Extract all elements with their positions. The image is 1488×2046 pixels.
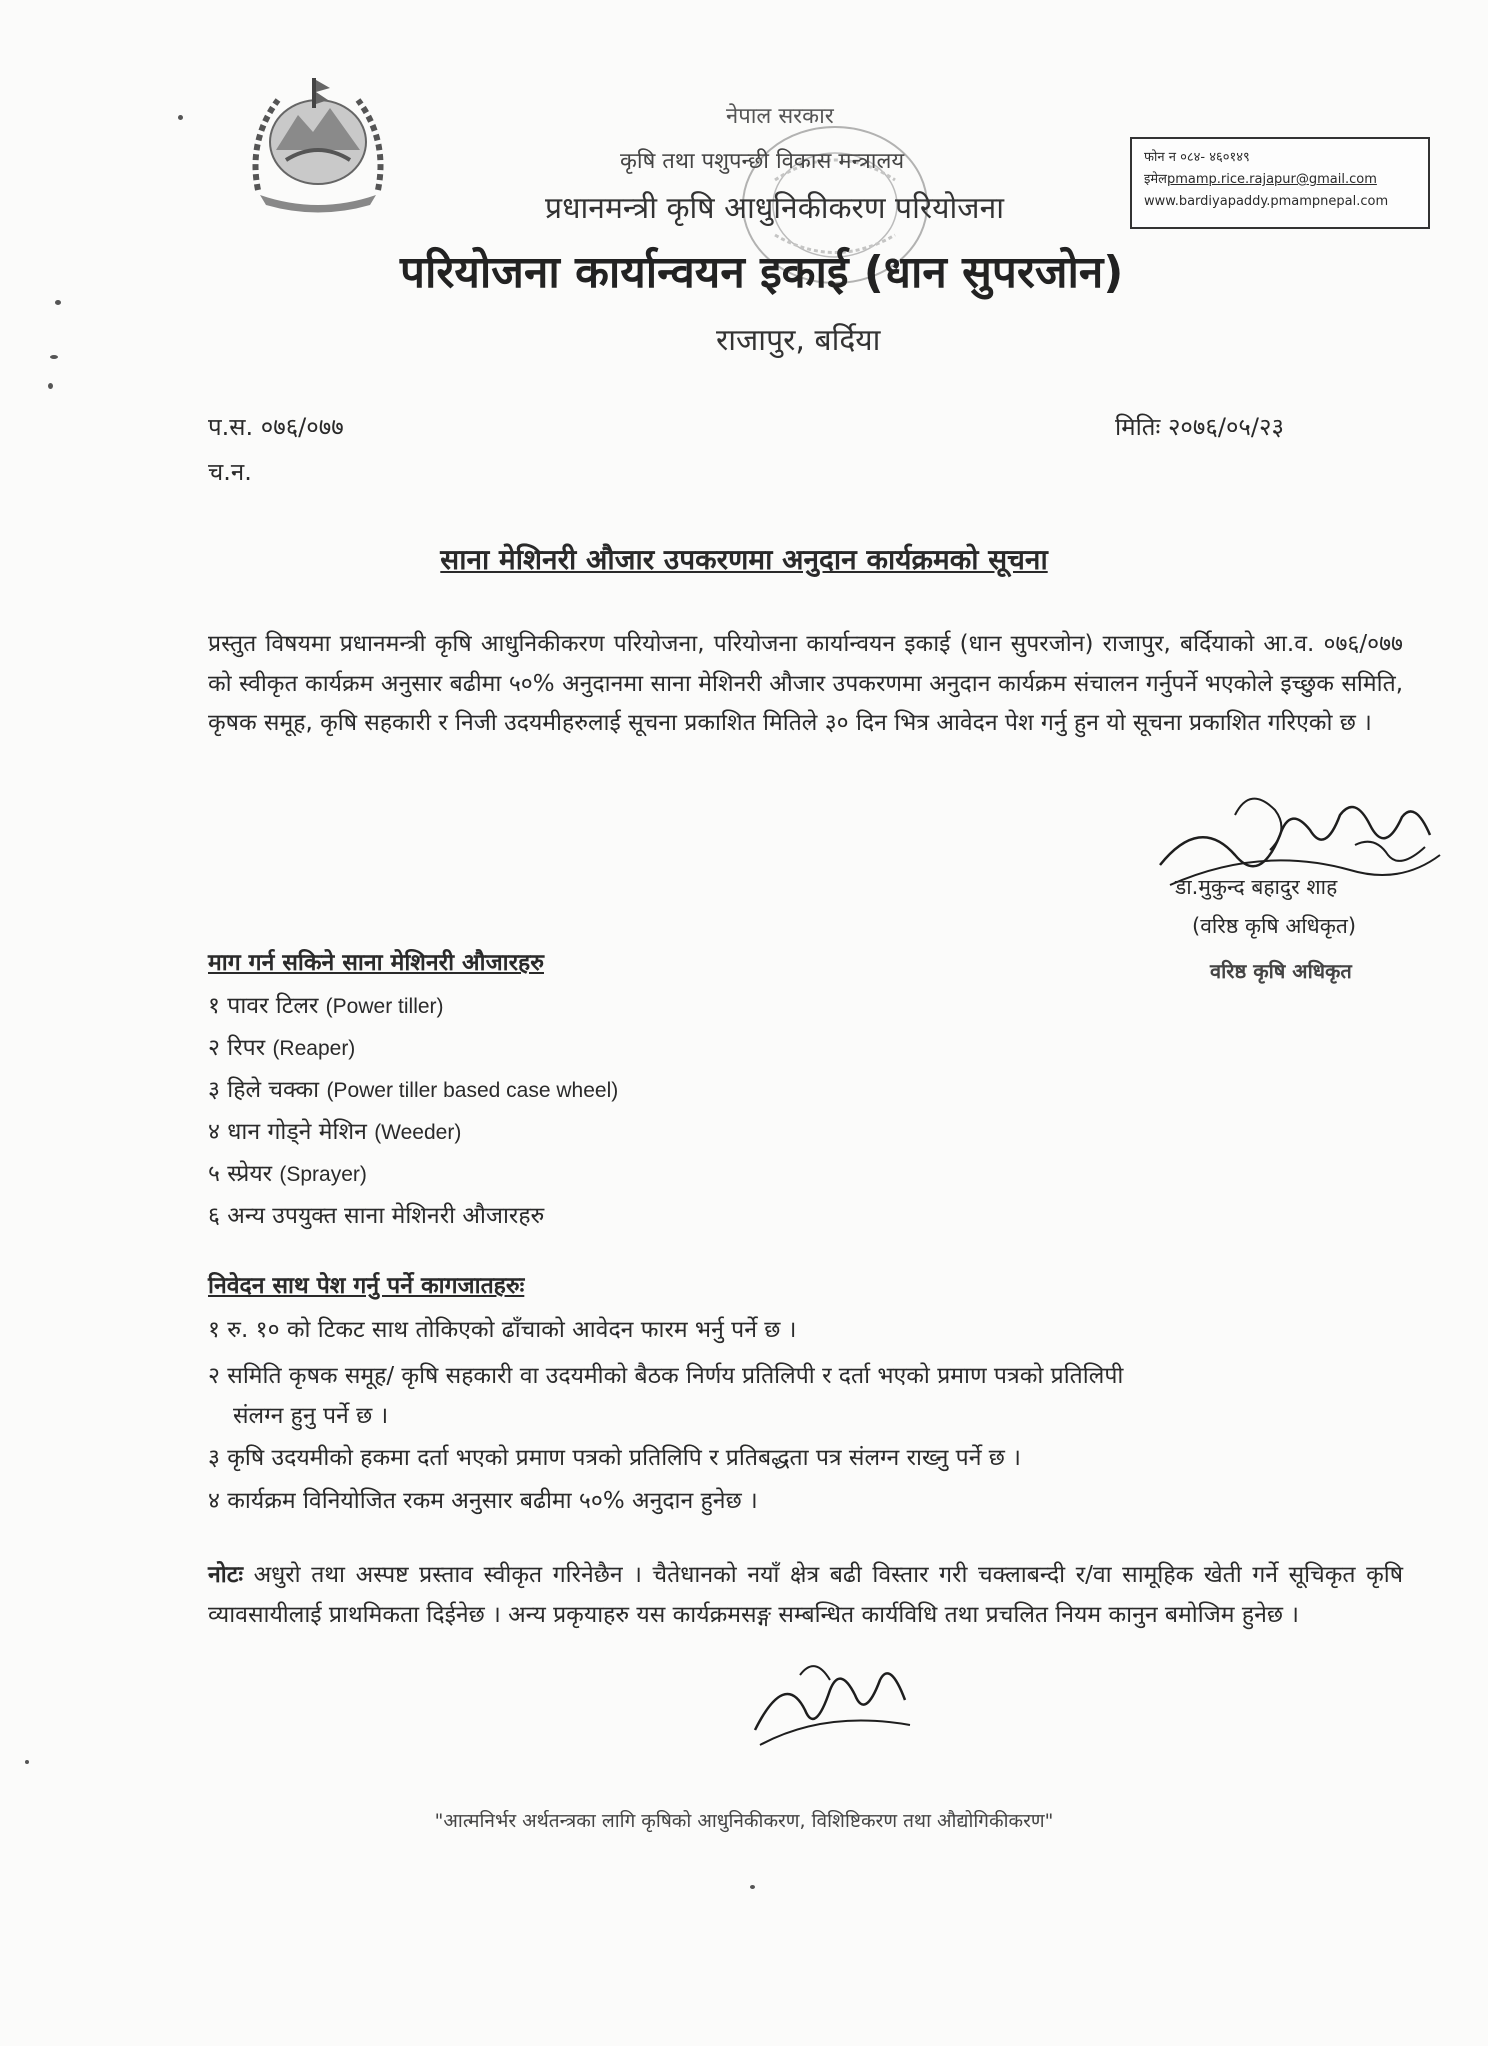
item-number: ६	[208, 1203, 220, 1229]
item-name: रिपर	[227, 1035, 266, 1061]
scan-speck	[50, 355, 58, 359]
reference-number: प.स. ०७६/०७७	[208, 413, 344, 441]
notice-date: मितिः २०७६/०५/२३	[1115, 413, 1284, 441]
machinery-item	[208, 1156, 367, 1188]
item-name-en: (Weeder)	[374, 1121, 462, 1144]
note-label: नोटः	[208, 1562, 243, 1588]
ministry-name: कृषि तथा पशुपन्छी विकास मन्त्रालय	[620, 149, 905, 174]
signer-name: डा.मुकुन्द बहादुर शाह	[1175, 875, 1338, 899]
item-name: स्प्रेयर	[227, 1161, 273, 1187]
machinery-item	[208, 1198, 544, 1230]
scan-speck	[48, 383, 53, 389]
note-text: अधुरो तथा अस्पष्ट प्रस्ताव स्वीकृत गरिनेछैन । चैतेधानको नयाँ क्षेत्र बढी विस्तार गरी चक्लाबन्दी र/वा सामूहिक खेती गर्ने सूचिकृत कृषि व्यावसायीलाई प्राथमिकता दिईनेछ । अन्य प्रकृयाहरु यस कार्यक्रमसङ्ग सम्बन्धित कार्यविधि तथा प्रचलित नियम कानुन बमोजिम हुनेछ ।	[208, 1562, 1403, 1628]
contact-email-label: इमेल	[1144, 172, 1167, 187]
item-name-en: (Sprayer)	[279, 1163, 367, 1186]
document-item-line: २ समिति कृषक समूह/ कृषि सहकारी वा उदयमीको बैठक निर्णय प्रतिलिपी र दर्ता भएको प्रमाण पत्रको प्रतिलिपी	[208, 1363, 1124, 1389]
dispatch-number: च.न.	[208, 458, 252, 486]
office-location: राजापुर, बर्दिया	[716, 323, 881, 358]
machinery-item	[208, 1072, 618, 1104]
item-number: ३	[208, 1077, 220, 1103]
item-name-en: (Power tiller)	[325, 995, 444, 1018]
intro-paragraph: प्रस्तुत विषयमा प्रधानमन्त्री कृषि आधुनिकीकरण परियोजना, परियोजना कार्यान्वयन इकाई (धान सुपरजोन) राजापुर, बर्दियाको आ.व. ०७६/०७७ को स्वीकृत कार्यक्रम अनुसार बढीमा ५०% अनुदानमा साना मेशिनरी औजार उपकरणमा अनुदान कार्यक्रम संचालन गर्नुपर्ने भएकोले इच्छुक समिति, कृषक समूह, कृषि सहकारी र निजी उदयमीहरुलाई सूचना प्रकाशित मितिले ३० दिन भित्र आवेदन पेश गर्नु हुन यो सूचना प्रकाशित गरिएको छ ।	[208, 631, 1403, 736]
footer-slogan: "आत्मनिर्भर अर्थतन्त्रका लागि कृषिको आधुनिकीकरण, विशिष्टिकरण तथा औद्योगिकीकरण"	[434, 1810, 1054, 1832]
item-name-en: (Reaper)	[272, 1037, 356, 1060]
documents-heading: निवेदन साथ पेश गर्नु पर्ने कागजातहरुः	[208, 1273, 525, 1299]
contact-website[interactable]: www.bardiyapaddy.pmampnepal.com	[1144, 194, 1389, 209]
scan-speck	[55, 300, 61, 305]
contact-phone: फोन न ०८४- ४६०१४९	[1144, 150, 1250, 165]
nepal-emblem-icon	[238, 70, 398, 220]
machinery-item	[208, 988, 444, 1020]
contact-box	[1130, 137, 1430, 229]
item-number: ५	[208, 1161, 220, 1187]
scan-speck	[25, 1760, 29, 1764]
scan-speck	[178, 115, 183, 120]
document-item	[208, 1356, 1403, 1436]
item-name: हिले चक्का	[227, 1077, 320, 1103]
document-item-line: संलग्न हुनु पर्ने छ ।	[233, 1403, 389, 1429]
signer-stamp: वरिष्ठ कृषि अधिकृत	[1210, 959, 1352, 983]
machinery-item	[208, 1114, 461, 1146]
document-item: ४ कार्यक्रम विनियोजित रकम अनुसार बढीमा ५०% अनुदान हुनेछ ।	[208, 1488, 758, 1514]
note-paragraph	[208, 1555, 1403, 1635]
government-name: नेपाल सरकार	[726, 104, 834, 129]
unit-name: परियोजना कार्यान्वयन इकाई (धान सुपरजोन)	[400, 247, 1124, 298]
item-name: अन्य उपयुक्त साना मेशिनरी औजारहरु	[227, 1203, 545, 1229]
scan-speck	[750, 1885, 755, 1889]
item-name-en: (Power tiller based case wheel)	[326, 1079, 619, 1102]
notice-title: साना मेशिनरी औजार उपकरणमा अनुदान कार्यक्रमको सूचना	[440, 543, 1048, 576]
contact-email[interactable]: pmamp.rice.rajapur@gmail.com	[1166, 172, 1377, 187]
item-number: १	[208, 993, 220, 1019]
signature-bottom-icon	[745, 1650, 920, 1760]
contact-email-row	[1144, 169, 1416, 191]
machinery-heading: माग गर्न सकिने साना मेशिनरी औजारहरु	[208, 950, 544, 976]
project-name: प्रधानमन्त्री कृषि आधुनिकीकरण परियोजना	[545, 191, 1004, 226]
item-number: २	[208, 1035, 220, 1061]
document-item: ३ कृषि उदयमीको हकमा दर्ता भएको प्रमाण पत्रको प्रतिलिपि र प्रतिबद्धता पत्र संलग्न राख्नु पर्ने छ ।	[208, 1445, 1021, 1471]
signer-position: (वरिष्ठ कृषि अधिकृत)	[1192, 914, 1357, 938]
item-name: धान गोड्ने मेशिन	[227, 1119, 367, 1145]
document-item: १ रु. १० को टिकट साथ तोकिएको ढाँचाको आवेदन फारम भर्नु पर्ने छ ।	[208, 1317, 797, 1343]
item-name: पावर टिलर	[227, 993, 319, 1019]
signature-icon	[1140, 775, 1460, 925]
machinery-item	[208, 1030, 355, 1062]
item-number: ४	[208, 1119, 220, 1145]
